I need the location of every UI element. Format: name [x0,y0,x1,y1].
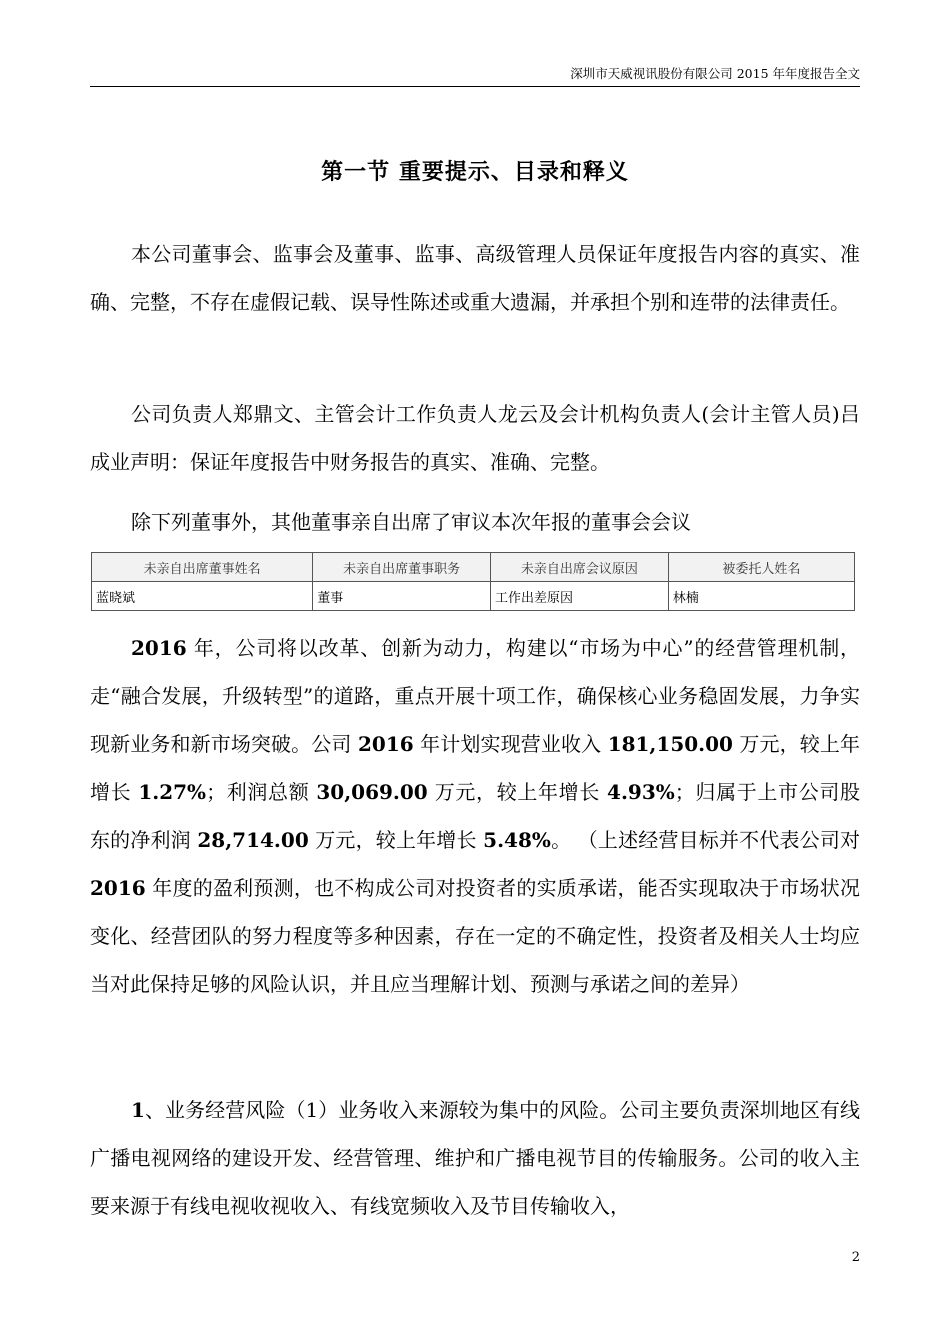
table-header-row [92,553,855,582]
absent-directors-intro: 除下列董事外，其他董事亲自出席了审议本次年报的董事会会议 [131,510,691,534]
revenue-value: 181,150.00 [607,732,733,756]
text-span: 年度的盈利预测，也不构成公司对投资者的实质承诺，能否实现取决于市场状况变化、经营团队的努力程度等多种因素，存在一定的不确定性，投资者及相关人士均应当对此保持足够的风险认识，并且应当理解计划、预测与承诺之间的差异） [90,876,860,996]
section-title: 第一节 重要提示、目录和释义 [321,159,629,185]
table-cell: 蓝晓斌 [92,582,313,611]
text-span: 万元，较上年增长 [427,780,608,804]
net-growth-value: 5.48% [483,828,551,852]
running-header: 深圳市天威视讯股份有限公司 2015 年年度报告全文 [570,66,860,81]
year-number: 2016 [358,732,414,756]
text-span: 、业务经营风险（1）业务收入来源较为集中的风险。公司主要负责深圳地区有线广播电视网络的建设开发、经营管理、维护和广播电视节目的传输服务。公司的收入主要来源于有线电视收视收入、有线宽频收入及节目传输收入， [90,1098,860,1218]
absent-directors-table [91,552,855,611]
page-number: 2 [851,1250,860,1265]
text-span: 万元，较上年增长 [308,828,484,852]
table-cell: 董事 [313,582,491,611]
risk-paragraph [90,1086,860,1230]
header-rule [90,86,860,87]
text-span: 万元，较上年增长 [90,732,861,804]
year-number: 2016 [90,876,146,900]
text-span: ；利润总额 [206,780,317,804]
net-profit-value: 28,714.00 [197,828,309,852]
profit-value: 30,069.00 [316,780,428,804]
profit-growth-value: 4.93% [607,780,675,804]
table-cell: 林楠 [668,582,854,611]
table-cell: 工作出差原因 [491,582,669,611]
text-span: 年，公司将以改革、创新为动力，构建以“市场为中心”的经营管理机制，走“融合发展，升级转型”的道路，重点开展十项工作，确保核心业务稳固发展，力争实现新业务和新市场突破。公司 [90,636,860,756]
revenue-growth-value: 1.27% [138,780,207,804]
column-header: 被委托人姓名 [668,553,854,582]
year-number: 2016 [131,636,187,660]
text-span: ；归属于上市公司股东的净利润 [90,780,861,852]
business-plan-paragraph [90,624,860,1008]
statement-paragraph: 本公司董事会、监事会及董事、监事、高级管理人员保证年度报告内容的真实、准确、完整，不存在虚假记载、误导性陈述或重大遗漏，并承担个别和连带的法律责任。 [90,242,860,314]
text-span: 年计划实现营业收入 [413,732,608,756]
risk-number: 1 [131,1098,145,1122]
column-header: 未亲自出席董事姓名 [92,553,313,582]
column-header: 未亲自出席董事职务 [313,553,491,582]
text-span: 。 （上述经营目标并不代表公司对 [550,828,860,852]
responsible-persons-paragraph: 公司负责人郑鼎文、主管会计工作负责人龙云及会计机构负责人(会计主管人员)吕成业声明：保证年度报告中财务报告的真实、准确、完整。 [90,402,860,474]
column-header: 未亲自出席会议原因 [491,553,669,582]
table-row [92,582,855,611]
